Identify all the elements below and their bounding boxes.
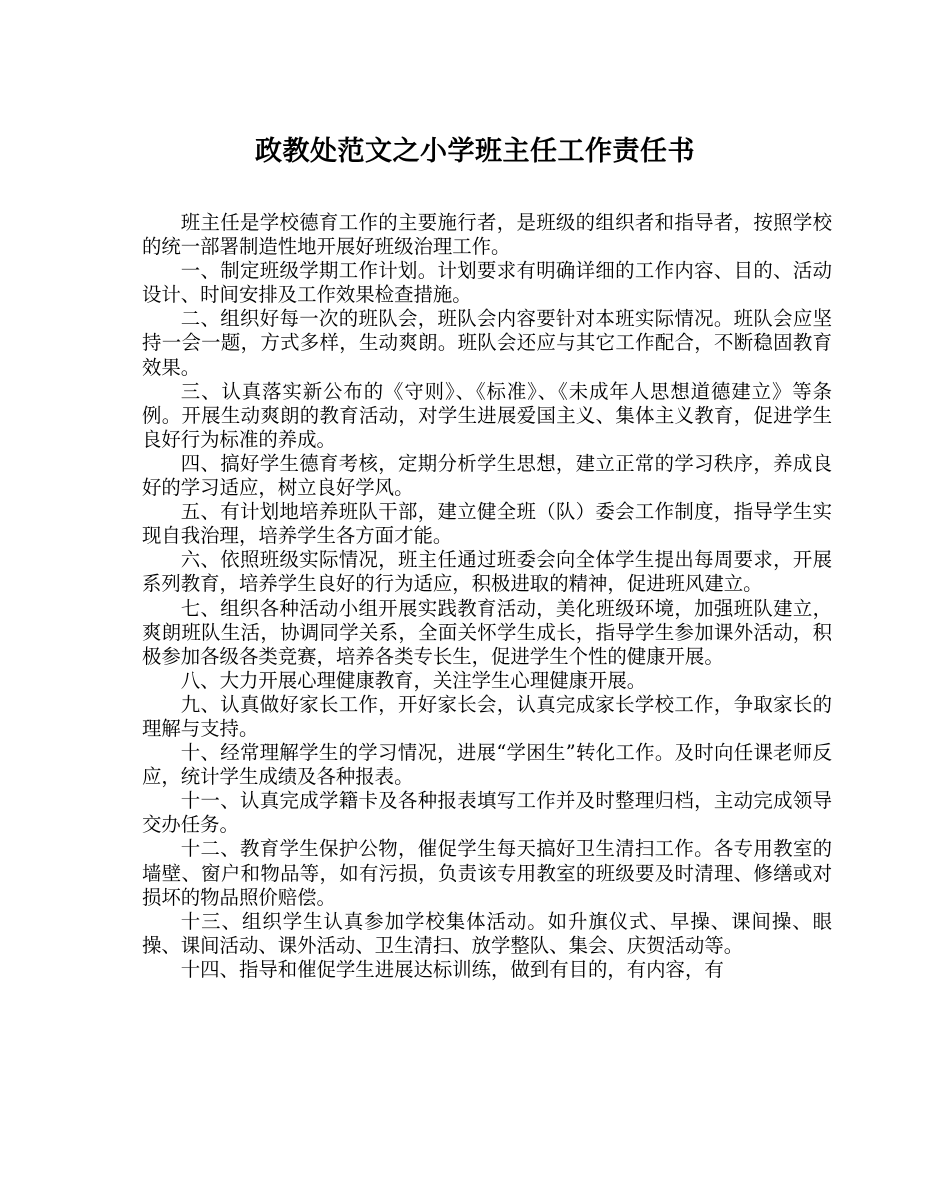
paragraph-item-3: 三、认真落实新公布的《守则》、《标准》、《未成年人思想道德建立》等条例。开展生动爽朗的教育活动，对学生进展爱国主义、集体主义教育，促进学生良好行为标准的养成。 xyxy=(142,379,832,451)
document-title: 政教处范文之小学班主任工作责任书 xyxy=(255,136,695,167)
paragraph-item-4: 四、搞好学生德育考核，定期分析学生思想，建立正常的学习秩序，养成良好的学习适应，树立良好学风。 xyxy=(142,451,832,500)
paragraph-item-10: 十、经常理解学生的学习情况，进展“学困生”转化工作。及时向任课老师反应，统计学生成绩及各种报表。 xyxy=(142,741,832,789)
paragraph-item-13: 十三、组织学生认真参加学校集体活动。如升旗仪式、早操、课间操、眼操、课间活动、课外活动、卫生清扫、放学整队、集会、庆贺活动等。 xyxy=(142,909,832,957)
paragraph-item-12: 十二、教育学生保护公物，催促学生每天搞好卫生清扫工作。各专用教室的墙壁、窗户和物品等，如有污损，负责该专用教室的班级要及时清理、修缮或对损坏的物品照价赔偿。 xyxy=(142,837,832,909)
paragraph-item-6: 六、依照班级实际情况，班主任通过班委会向全体学生提出每周要求，开展系列教育，培养学生良好的行为适应，积极进取的精神，促进班风建立。 xyxy=(142,548,832,596)
paragraph-item-14: 十四、指导和催促学生进展达标训练，做到有目的，有内容，有 xyxy=(180,957,724,981)
paragraph-intro: 班主任是学校德育工作的主要施行者，是班级的组织者和指导者，按照学校的统一部署制造性地开展好班级治理工作。 xyxy=(142,211,832,259)
paragraph-item-7: 七、组织各种活动小组开展实践教育活动，美化班级环境，加强班队建立，爽朗班队生活，协调同学关系，全面关怀学生成长，指导学生参加课外活动，积极参加各级各类竞赛，培养各类专长生，促进学生个性的健康开展。 xyxy=(142,596,832,668)
paragraph-item-5: 五、有计划地培养班队干部，建立健全班（队）委会工作制度，指导学生实现自我治理，培养学生各方面才能。 xyxy=(142,500,832,548)
document-body xyxy=(142,211,832,982)
paragraph-item-1: 一、制定班级学期工作计划。计划要求有明确详细的工作内容、目的、活动设计、时间安排及工作效果检查措施。 xyxy=(142,259,832,307)
paragraph-item-9: 九、认真做好家长工作，开好家长会，认真完成家长学校工作，争取家长的理解与支持。 xyxy=(142,692,832,740)
paragraph-item-11: 十一、认真完成学籍卡及各种报表填写工作并及时整理归档，主动完成领导交办任务。 xyxy=(142,789,832,837)
paragraph-item-8: 八、大力开展心理健康教育，关注学生心理健康开展。 xyxy=(180,668,647,692)
paragraph-item-2: 二、组织好每一次的班队会，班队会内容要针对本班实际情况。班队会应坚持一会一题，方式多样，生动爽朗。班队会还应与其它工作配合，不断稳固教育效果。 xyxy=(142,307,832,379)
